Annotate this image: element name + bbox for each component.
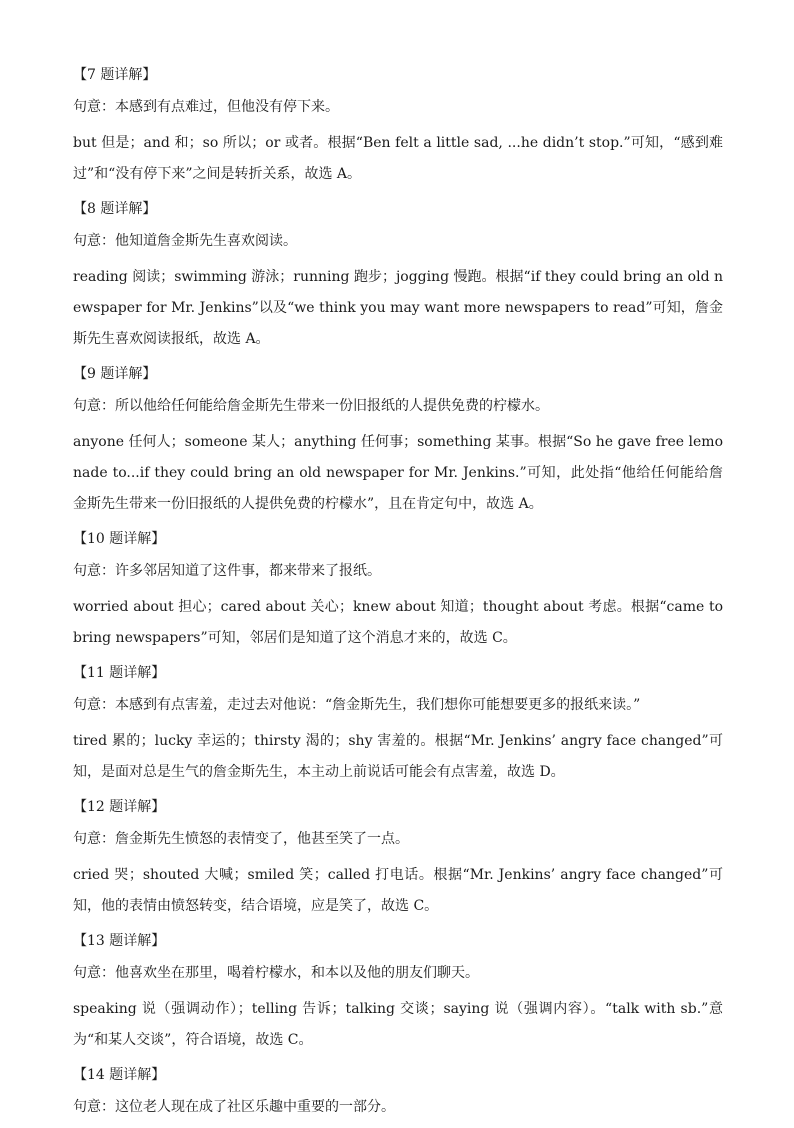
sentence-meaning: 句意：本感到有点难过，但他没有停下来。	[73, 99, 339, 115]
section-heading: 【9 题详解】	[73, 366, 157, 382]
section-heading: 【12 题详解】	[73, 799, 166, 815]
section-heading: 【13 题详解】	[73, 933, 166, 949]
section-heading: 【14 题详解】	[73, 1067, 166, 1083]
answer-analysis: but 但是；and 和；so 所以；or 或者。根据“Ben felt a little sad, ...he didn’t stop.”可知，“感到难过”和“没有停下来”之间是转折关系，故选 A。	[73, 135, 723, 182]
section-heading: 【11 题详解】	[73, 665, 166, 681]
section-heading: 【10 题详解】	[73, 531, 166, 547]
sentence-meaning: 句意：本感到有点害羞，走过去对他说：“詹金斯先生，我们想你可能想要更多的报纸来读。”	[73, 697, 641, 713]
answer-analysis: worried about 担心；cared about 关心；knew about 知道；thought about 考虑。根据“came to bring newspapers”可知，邻居们是知道了这个消息才来的，故选 C。	[73, 599, 723, 646]
section-heading: 【8 题详解】	[73, 201, 157, 217]
sentence-meaning: 句意：所以他给任何能给詹金斯先生带来一份旧报纸的人提供免费的柠檬水。	[73, 398, 549, 414]
sentence-meaning: 句意：他知道詹金斯先生喜欢阅读。	[73, 233, 297, 249]
sentence-meaning: 句意：他喜欢坐在那里，喝着柠檬水，和本以及他的朋友们聊天。	[73, 965, 479, 981]
document-body	[73, 61, 723, 1128]
sentence-meaning: 句意：许多邻居知道了这件事，都来带来了报纸。	[73, 563, 381, 579]
answer-analysis: speaking 说（强调动作）；telling 告诉；talking 交谈；saying 说（强调内容）。“talk with sb.”意为“和某人交谈”，符合语境，故选 C。	[73, 1001, 723, 1048]
answer-analysis: tired 累的；lucky 幸运的；thirsty 渴的；shy 害羞的。根据“Mr. Jenkins’ angry face changed”可知，是面对总是生气的詹金斯先生，本主动上前说话可能会有点害羞，故选 D。	[73, 733, 723, 780]
sentence-meaning: 句意：这位老人现在成了社区乐趣中重要的一部分。	[73, 1099, 395, 1115]
sentence-meaning: 句意：詹金斯先生愤怒的表情变了，他甚至笑了一点。	[73, 831, 409, 847]
section-heading: 【7 题详解】	[73, 67, 157, 83]
answer-analysis: cried 哭；shouted 大喊；smiled 笑；called 打电话。根据“Mr. Jenkins’ angry face changed”可知，他的表情由愤怒转变，结合语境，应是笑了，故选 C。	[73, 867, 723, 914]
answer-analysis: reading 阅读；swimming 游泳；running 跑步；jogging 慢跑。根据“if they could bring an old newspaper for Mr. Jenkins”以及“we think you may want more newspapers to read”可知，詹金斯先生喜欢阅读报纸，故选 A。	[73, 269, 723, 347]
answer-analysis: anyone 任何人；someone 某人；anything 任何事；something 某事。根据“So he gave free lemonade to...if they could bring an old newspaper for Mr. Jenkins.”可知，此处指“他给任何能给詹金斯先生带来一份旧报纸的人提供免费的柠檬水”，且在肯定句中，故选 A。	[73, 434, 723, 512]
